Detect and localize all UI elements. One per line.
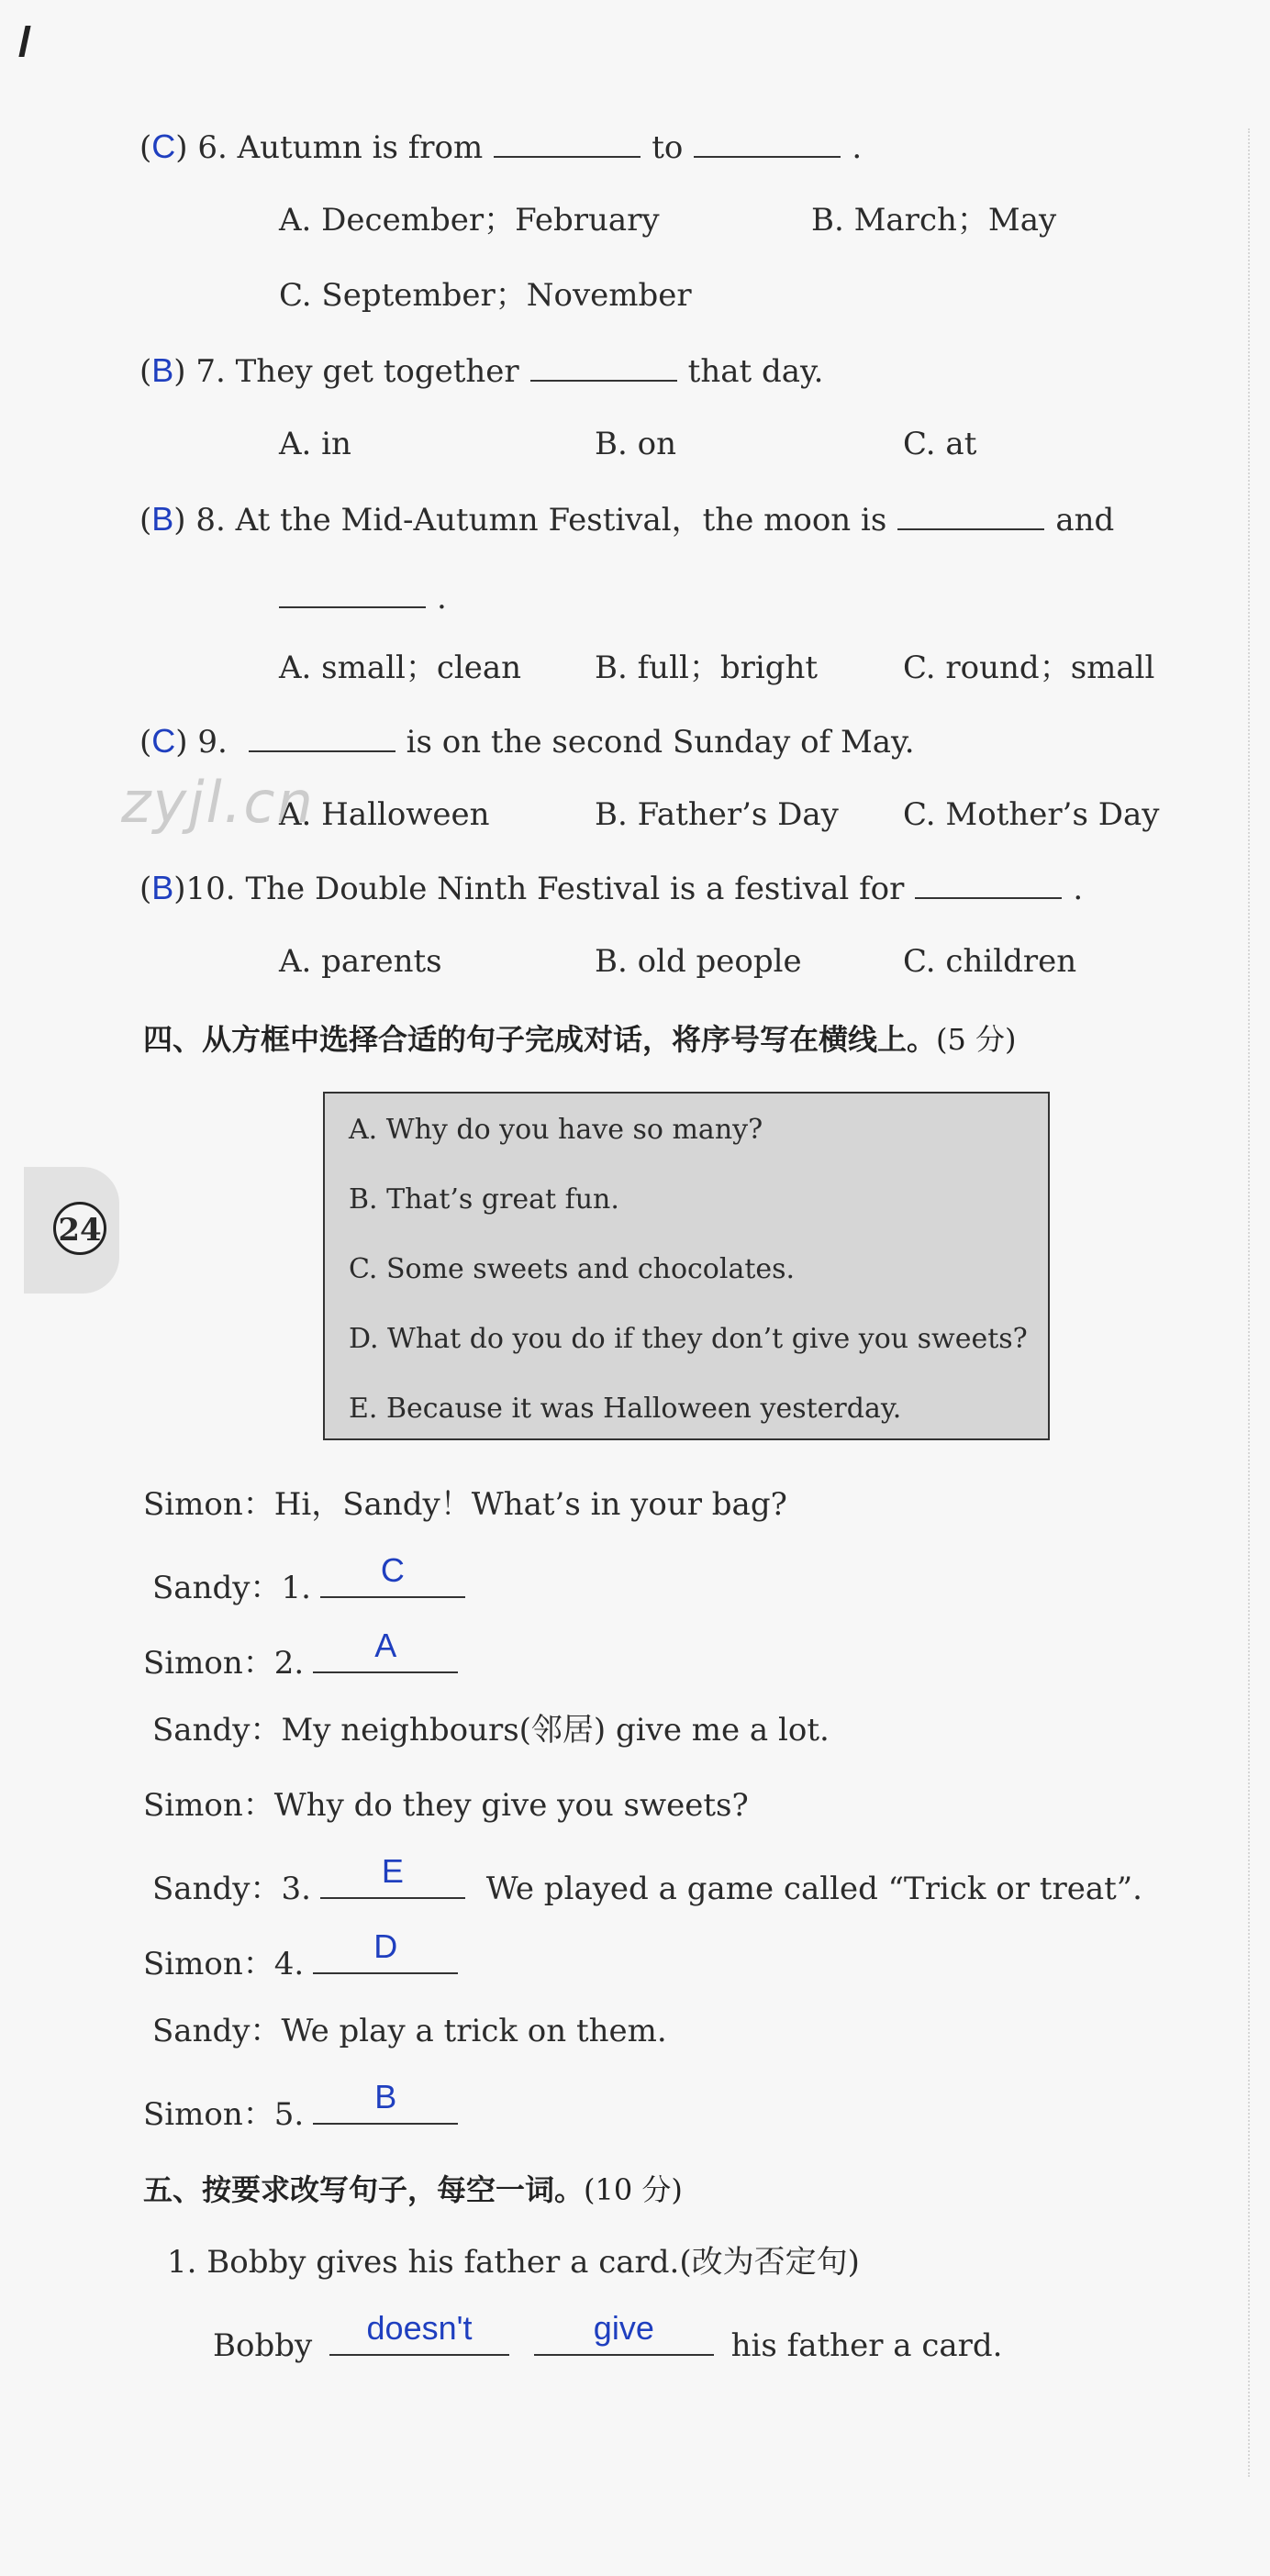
answer-blank [494,128,641,158]
answer-blank [915,870,1062,899]
option: B. old people [595,943,802,980]
answer-mark: give [593,2309,654,2347]
answer-mark: B [151,500,174,538]
option: A. parents [279,943,442,980]
option: A. in [279,426,351,462]
answer-blank [279,579,426,608]
option: C. September；November [279,277,692,314]
answer-blank [249,723,395,752]
answer-mark: C [151,722,176,760]
answer-blank [320,1852,465,1899]
choice-item: C. Some sweets and chocolates. [349,1253,796,1285]
answer-blank [313,1927,458,1974]
option: C. Mother’s Day [903,796,1160,833]
option: C. round；small [903,650,1155,686]
option: B. Father’s Day [595,796,839,833]
dialogue-line: Simon：Hi，Sandy！What’s in your bag? [143,1486,787,1523]
page-number: 24 [53,1202,106,1255]
answer-blank [313,2078,458,2125]
option: C. children [903,943,1077,980]
option: B. on [595,426,676,462]
choice-item: D. What do you do if they don’t give you sweets? [349,1323,1028,1355]
page-edge-line [1247,128,1250,2477]
section-5-title: 五、按要求改写句子，每空一词。(10 分) [143,2172,683,2207]
dialogue-line: Simon：4. D [143,1936,458,1984]
answer-blank [694,128,841,158]
sentence-choice-box [323,1092,1050,1440]
answer-blank [897,501,1044,530]
question-9: (C) 9. is on the second Sunday of May. [139,722,915,761]
dialogue-line: Sandy：My neighbours(邻居) give me a lot. [152,1712,830,1749]
answer-mark: B [151,869,174,906]
answer-mark: A [374,1627,397,1664]
answer-blank [320,1551,465,1598]
answer-blank [530,352,677,382]
scan-corner-mark [18,26,30,57]
answer-blank [313,1627,458,1673]
option: B. full；bright [595,650,819,686]
dialogue-line: Sandy：We play a trick on them. [152,2013,667,2049]
rewrite-answer-1: Bobby doesn't give his father a card. [213,2309,1003,2364]
choice-item: B. That’s great fun. [349,1183,619,1216]
question-8: (B) 8. At the Mid-Autumn Festival，the moon is and [139,500,1115,539]
option: A. small；clean [279,650,522,686]
answer-mark: B [151,351,174,389]
option: B. March；May [811,202,1057,239]
question-6: (C) 6. Autumn is from to . [139,128,863,166]
answer-blank [329,2309,509,2356]
dialogue-line: Simon：Why do they give you sweets? [143,1787,749,1824]
answer-mark: doesn't [366,2309,473,2347]
answer-mark: B [374,2078,397,2115]
watermark: zyjl.cn [121,769,315,836]
section-4-title: 四、从方框中选择合适的句子完成对话，将序号写在横线上。(5 分) [143,1022,1017,1057]
question-7: (B) 7. They get together that day. [139,351,824,390]
dialogue-line: Simon：2. A [143,1635,458,1683]
option: A. Halloween [279,796,490,833]
dialogue-line: Sandy：1. C [152,1560,465,1608]
dialogue-line: Simon：5. B [143,2086,458,2135]
answer-blank [534,2309,714,2356]
option: C. at [903,426,977,462]
answer-mark: C [151,128,176,165]
answer-mark: D [373,1927,398,1965]
dialogue-line: Sandy：3. E We played a game called “Trick or treat”. [152,1852,1142,1907]
question-10: (B)10. The Double Ninth Festival is a festival for . [139,869,1084,907]
option: A. December；February [279,202,660,239]
choice-item: A. Why do you have so many? [349,1114,763,1146]
rewrite-question-1: 1. Bobby gives his father a card.(改为否定句) [167,2244,860,2281]
answer-mark: E [381,1852,404,1890]
choice-item: E. Because it was Halloween yesterday. [349,1393,902,1425]
question-8-continued: . [279,578,447,618]
answer-mark: C [380,1551,405,1589]
